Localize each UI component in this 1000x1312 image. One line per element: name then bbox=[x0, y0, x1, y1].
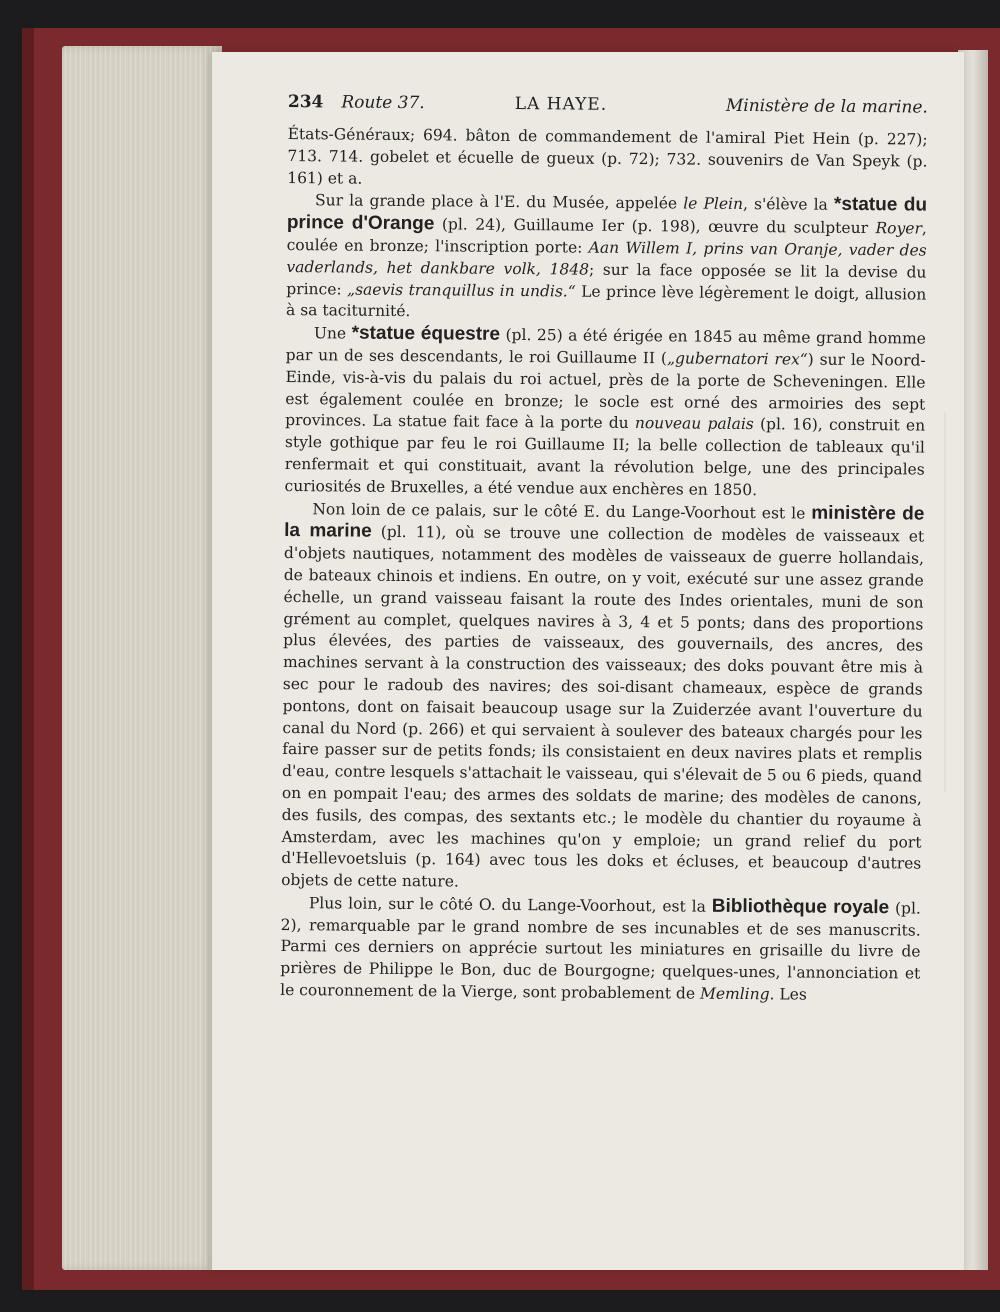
text-run: États-Généraux; 694. bâton de commandement de l'amiral Piet Hein (p. 227); 713. 714. gobelet et écuelle de gueux (p. 72); 732. souvenirs de Van Speyk (p. 161) et a. bbox=[287, 124, 928, 188]
city-title: LA HAYE. bbox=[514, 93, 608, 115]
text-run: , s'élève la bbox=[742, 195, 835, 215]
text-run: , coulée en bronze; l'inscription porte: bbox=[286, 219, 927, 257]
paragraph-p4 bbox=[280, 892, 921, 1008]
paragraph-p3 bbox=[281, 498, 924, 898]
italic-text: „gubernatori rex“ bbox=[666, 349, 808, 369]
text-run: (pl. 16), construit en style gothique par feu le roi Guillaume II; la belle collection de tableaux qu'il renfermait et qui constituait, avant la révolution belge, une des principales curiosités de Bruxelles, a été vendue aux enchères en 1850. bbox=[284, 415, 926, 499]
italic-text: „saevis tranquillus in undis.“ bbox=[347, 280, 576, 301]
text-run: ) sur le Noord-Einde, vis-à-vis du palais du roi actuel, près de la porte de Scheveningen. Elle est également coulée en bronze; le socle est orné des armoiries des sept provinces. La statue fait face à la porte du bbox=[285, 350, 926, 433]
paragraph-p2 bbox=[284, 322, 926, 503]
text-run: Sur la grande place à l'E. du Musée, appelée bbox=[314, 191, 684, 213]
text-block bbox=[280, 92, 928, 1007]
bold-heading-term: Bibliothèque royale bbox=[711, 895, 890, 919]
italic-text: nouveau palais bbox=[634, 414, 754, 434]
text-run: ; sur la face opposée se lit la devise du prince: bbox=[286, 260, 927, 299]
section-topic: Ministère de la marine. bbox=[725, 95, 928, 118]
text-run: Le prince lève légèrement le doigt, allusion à sa taciturnité. bbox=[286, 282, 927, 321]
text-run: (pl. 24), Guillaume Ier (p. 198), œuvre du sculpteur bbox=[434, 215, 876, 238]
bold-heading-term: *statue équestre bbox=[351, 322, 501, 346]
text-run: Plus loin, sur le côté O. du Lange-Voorhout, est la bbox=[308, 894, 712, 916]
book-page bbox=[212, 52, 964, 1270]
italic-text: Aan Willem I, prins van Oranje, vader des vaderlands, het dankbare volk, 1848 bbox=[286, 238, 927, 279]
italic-text: Memling bbox=[699, 984, 770, 1004]
text-run: (pl. 2), remarquable par le grand nombre de ses incunables et de ses manuscrits. Parmi ces derniers on apprécie surtout les miniatures en grisaille du livre de prières de Philippe le Bon, duc de Bourgogne; quelques-unes, l'annonciation et le couronnement de la Vierge, sont probablement de bbox=[280, 899, 921, 1003]
text-run: . Les bbox=[769, 985, 807, 1004]
route-label: Route 37. bbox=[341, 92, 425, 114]
cover-edge bbox=[22, 28, 34, 1290]
page-number: 234 bbox=[287, 92, 324, 113]
text-run: Une bbox=[313, 324, 352, 343]
running-head bbox=[288, 92, 928, 128]
bold-heading-term: *statue du prince d'Orange bbox=[286, 194, 928, 235]
text-run: (pl. 11), où se trouve une collection de modèles de vaisseaux et d'objets nautiques, notamment des modèles de vaisseaux de guerre hollandais, de bateaux chinois et indiens. En outre, on y voit, exécuté sur une assez grande échelle, un grand vaisseau faisant la route des Indes orientales, muni de son grément au complet, quelques navires à 3, 4 et 5 ponts; dans des proportions plus élevées, des parties de vaisseaux, des gouvernails, des ancres, des machines servant à la construction des vaisseaux; des doks pouvant être mis à sec pour le radoub des navires; des soi-disant chameaux, espèce de grands pontons, dont on faisait beaucoup usage sur la Zuiderzée avant l'ouverture du canal du Nord (p. 266) et qui servaient à soulever des bateaux chargés pour les faire passer sur de petits fonds; ils consistaient en deux navires plats et remplis d'eau, contre lesquels s'attachait le vaisseau, qui s'élevait de 5 ou 6 pieds, quand on en pompait l'eau; des armes des soldats de marine; des modèles de canons, des fusils, des compas, des sextants etc.; le modèle du chantier du royaume à Amsterdam, avec les machines qu'on y emploie; un grand relief du port d'Hellevoetsluis (p. 164) avec tous les doks et écluses, et beaucoup d'autres objets de cette nature. bbox=[281, 523, 925, 891]
page-edges bbox=[62, 46, 222, 1270]
paragraph-p1 bbox=[286, 189, 927, 327]
text-run: (pl. 25) a été érigée en 1845 au même grand homme par un de ses descendants, le roi Guillaume II ( bbox=[285, 326, 926, 368]
italic-text: Royer bbox=[875, 219, 922, 238]
bold-heading-term: ministère de la marine bbox=[284, 502, 925, 543]
italic-text: le Plein bbox=[683, 194, 744, 214]
text-run: Non loin de ce palais, sur le côté E. du Lange-Voorhout est le bbox=[312, 499, 812, 523]
paragraph-p0 bbox=[287, 124, 928, 195]
body-text bbox=[280, 124, 928, 1007]
page-stain bbox=[944, 412, 946, 792]
